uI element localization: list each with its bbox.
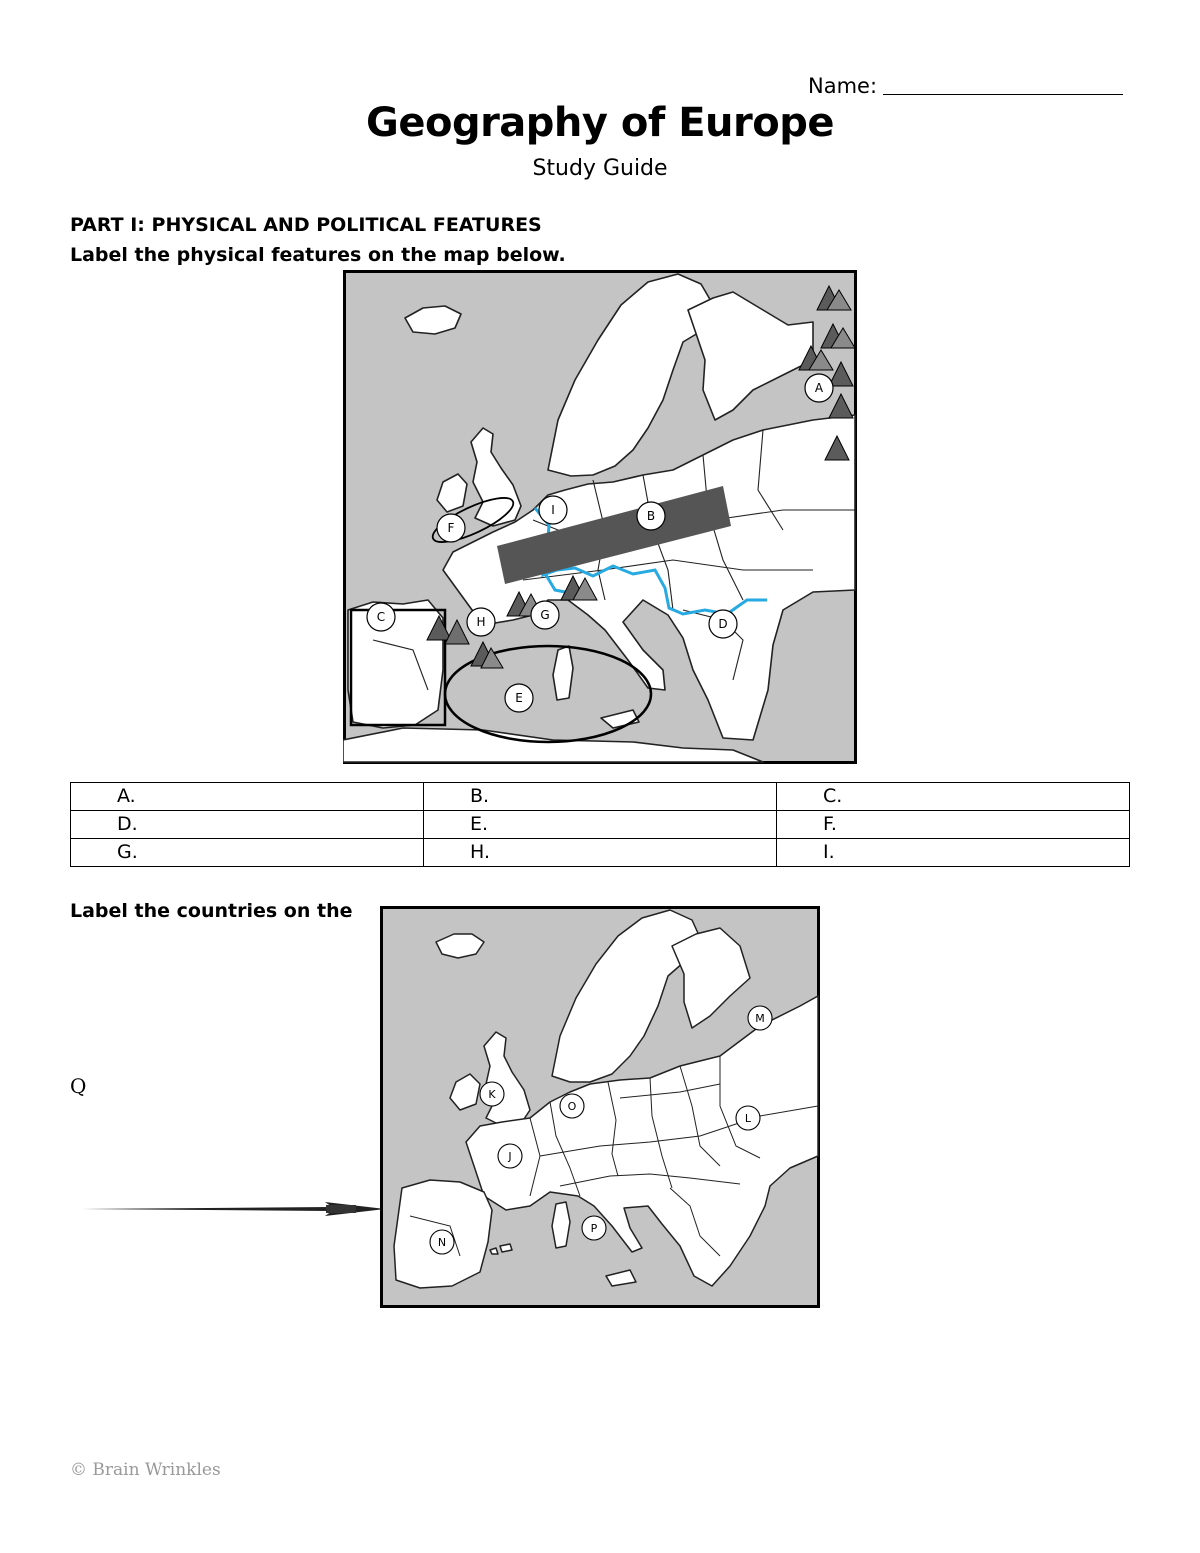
marker-d: [709, 610, 737, 638]
marker-m-label: M: [755, 1012, 765, 1025]
answer-cell-g[interactable]: G.: [71, 839, 424, 867]
marker-d-label: D: [718, 617, 728, 631]
arrow-pointer-icon: [80, 1196, 390, 1222]
answer-cell-d[interactable]: D.: [71, 811, 424, 839]
countries-instruction: Label the countries on the: [70, 900, 353, 922]
marker-b-label: B: [646, 509, 656, 523]
marker-l: [736, 1106, 760, 1130]
marker-a-label: A: [814, 381, 824, 395]
marker-f: [437, 514, 465, 542]
physical-features-instruction: Label the physical features on the map below.: [70, 244, 566, 266]
countries-map: [380, 906, 820, 1308]
copyright-footer: © Brain Wrinkles: [70, 1460, 221, 1480]
table-row: [71, 811, 1130, 839]
marker-o: [560, 1094, 584, 1118]
marker-n: [430, 1230, 454, 1254]
answer-cell-f[interactable]: F.: [777, 811, 1130, 839]
marker-k-label: K: [488, 1088, 496, 1101]
physical-features-map: [343, 270, 857, 764]
answer-cell-h[interactable]: H.: [424, 839, 777, 867]
name-label: Name:: [808, 74, 878, 98]
marker-a: [805, 374, 833, 402]
marker-h: [467, 608, 495, 636]
marker-l-label: L: [744, 1112, 752, 1125]
marker-m: [748, 1006, 772, 1030]
name-blank-line[interactable]: [883, 74, 1123, 95]
answer-cell-a[interactable]: A.: [71, 783, 424, 811]
marker-j: [498, 1144, 522, 1168]
marker-e: [505, 684, 533, 712]
answer-table: [70, 782, 1130, 867]
marker-f-label: F: [447, 521, 455, 535]
marker-g-label: G: [540, 608, 550, 622]
marker-j-label: J: [508, 1150, 512, 1163]
marker-k: [480, 1082, 504, 1106]
answer-cell-e[interactable]: E.: [424, 811, 777, 839]
marker-p-label: P: [590, 1222, 598, 1235]
name-field: [808, 74, 1123, 98]
marker-i: [539, 496, 567, 524]
marker-p: [582, 1216, 606, 1240]
answer-cell-b[interactable]: B.: [424, 783, 777, 811]
part-one-heading: PART I: PHYSICAL AND POLITICAL FEATURES: [70, 214, 542, 236]
answer-cell-i[interactable]: I.: [777, 839, 1130, 867]
marker-c: [367, 603, 395, 631]
table-row: [71, 839, 1130, 867]
marker-o-label: O: [567, 1100, 577, 1113]
marker-e-label: E: [515, 691, 523, 705]
page-subtitle: Study Guide: [532, 156, 668, 181]
marker-g: [531, 601, 559, 629]
q-label: Q: [70, 1074, 87, 1098]
marker-c-label: C: [376, 610, 386, 624]
marker-n-label: N: [437, 1236, 447, 1249]
page-title: Geography of Europe: [366, 100, 834, 146]
marker-h-label: H: [476, 615, 486, 629]
answer-cell-c[interactable]: C.: [777, 783, 1130, 811]
table-row: [71, 783, 1130, 811]
marker-i-label: I: [551, 503, 555, 517]
marker-b: [637, 502, 665, 530]
